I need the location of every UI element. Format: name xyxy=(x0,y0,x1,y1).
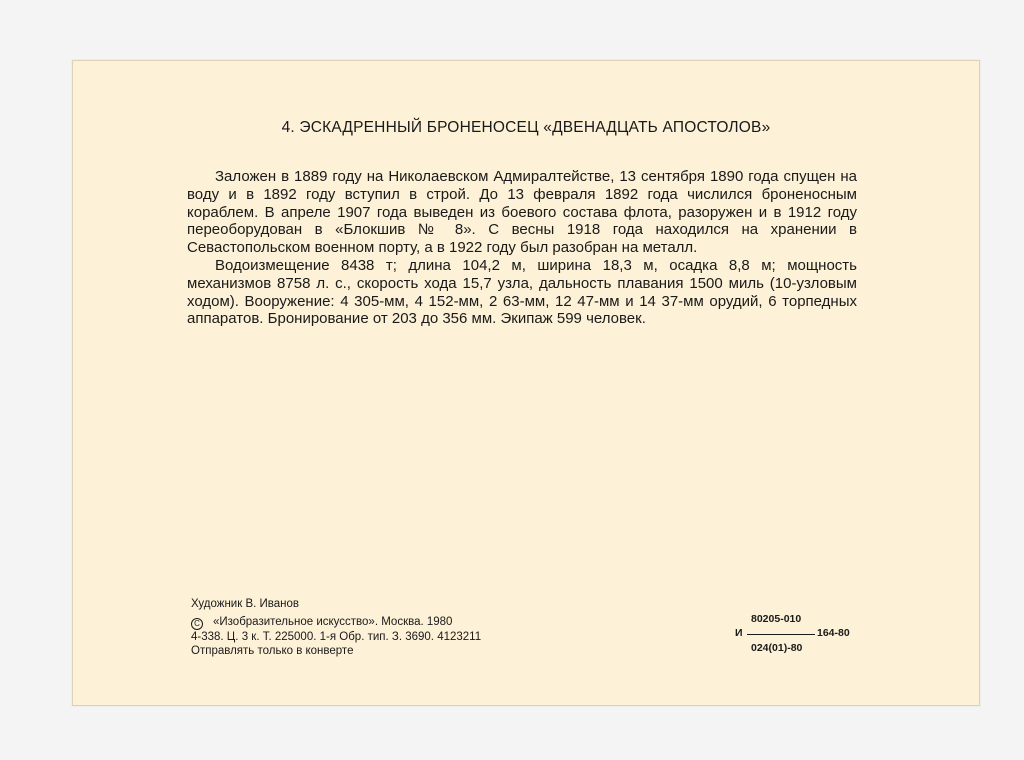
catalog-code-denominator: 024(01)-80 xyxy=(751,642,803,654)
mailing-note: Отправлять только в конверте xyxy=(191,645,354,657)
catalog-code-prefix: И xyxy=(735,627,743,639)
artist-credit: Художник В. Иванов xyxy=(191,598,300,610)
publisher-imprint xyxy=(191,615,481,658)
catalog-code-suffix: 164-80 xyxy=(817,627,850,639)
catalog-code xyxy=(735,613,865,657)
publisher-name: «Изобразительное искусство». Москва. 1980 xyxy=(213,616,453,628)
specs-paragraph: Водоизмещение 8438 т; длина 104,2 м, ширина 18,3 м, осадка 8,8 м; мощность механизмов 8758 л. с., скорость хода 15,7 узла, дальность плавания 1500 миль (10-узловым ходом). Вооружение: 4 305-мм, 4 152-мм, 2 63-мм, 12 47-мм и 14 37-мм орудий, 6 торпедных аппаратов. Бронирование от 203 до 356 мм. Экипаж 599 человек. xyxy=(187,256,857,328)
fraction-line xyxy=(747,634,815,635)
publisher-line xyxy=(191,615,481,630)
copyright-icon: C xyxy=(191,618,203,630)
card-title: 4. ЭСКАДРЕННЫЙ БРОНЕНОСЕЦ «ДВЕНАДЦАТЬ АПОСТОЛОВ» xyxy=(281,119,771,136)
postcard-back xyxy=(72,60,980,706)
catalog-code-numerator: 80205-010 xyxy=(751,613,802,625)
print-info: 4-338. Ц. 3 к. Т. 225000. 1-я Обр. тип. З. 3690. 4123211 xyxy=(191,631,482,643)
history-paragraph: Заложен в 1889 году на Николаевском Адмиралтействе, 13 сентября 1890 года спущен на воду и в 1892 году вступил в строй. До 13 февраля 1892 года числился броненосным кораблем. В апреле 1907 года выведен из боевого состава флота, разоружен и в 1912 году переоборудован в «Блокшив № 8». С весны 1918 года находился на хранении в Севастопольском военном порту, а в 1922 году был разобран на металл. xyxy=(187,168,857,257)
description-text xyxy=(187,168,857,328)
